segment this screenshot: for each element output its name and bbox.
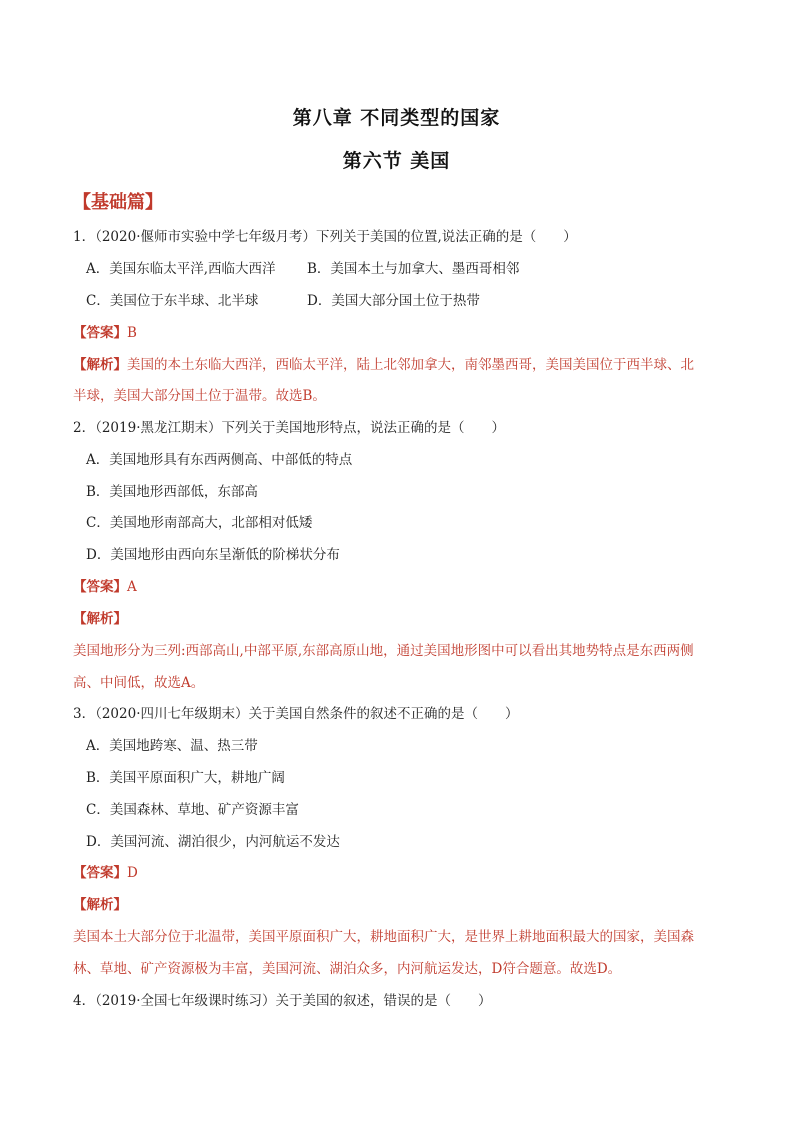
question-2-analysis-label [73,610,127,628]
answer-label: 【答案】 [73,325,127,341]
question-2-option-c: C．美国地形南部高大，北部相对低矮 [86,515,313,531]
answer-label: 【答案】 [73,579,127,595]
analysis-label: 【解析】 [73,897,127,913]
question-3-option-d: D．美国河流、湖泊很少，内河航运不发达 [86,834,340,850]
question-2-stem: 2．（2019·黑龙江期末）下列关于美国地形特点，说法正确的是（ ） [73,420,505,436]
question-1-option-b: B．美国本土与加拿大、墨西哥相邻 [307,261,520,277]
question-2-option-b: B．美国地形西部低，东部高 [86,484,258,500]
question-3-stem: 3．（2020·四川七年级期末）关于美国自然条件的叙述不正确的是（ ） [73,706,519,722]
chapter-title: 第八章 不同类型的国家 [292,107,501,129]
question-1-analysis [73,356,694,374]
question-2-option-a: A．美国地形具有东西两侧高、中部低的特点 [86,452,353,468]
answer-value: D [127,865,138,881]
question-1-analysis-line-2: 半球，美国大部分国土位于温带。故选B。 [73,388,326,404]
answer-label: 【答案】 [73,865,127,881]
question-3-option-c: C．美国森林、草地、矿产资源丰富 [86,802,299,818]
question-3-option-a: A．美国地跨寒、温、热三带 [86,738,258,754]
question-1-answer [73,324,137,342]
question-3-option-b: B．美国平原面积广大，耕地广阔 [86,770,285,786]
question-2-answer [73,578,137,596]
category-heading: 【基础篇】 [73,192,163,213]
question-1-option-c: C．美国位于东半球、北半球 [86,293,259,309]
question-2-analysis-line-2: 高、中间低，故选A。 [73,675,205,691]
answer-value: B [127,325,137,341]
analysis-label: 【解析】 [73,611,127,627]
question-1-stem: 1．（2020·偃师市实验中学七年级月考）下列关于美国的位置,说法正确的是（ ） [73,229,577,245]
answer-value: A [127,579,137,595]
question-3-analysis-line-2: 林、草地、矿产资源极为丰富，美国河流、湖泊众多，内河航运发达，D符合题意。故选D。 [73,961,622,977]
question-1-option-d: D．美国大部分国土位于热带 [307,293,480,309]
question-3-answer [73,864,138,882]
question-1-option-a: A．美国东临太平洋,西临大西洋 [86,261,276,277]
question-3-analysis-line-1: 美国本土大部分位于北温带，美国平原面积广大，耕地面积广大，是世界上耕地面积最大的国家，美国森 [73,929,694,945]
question-3-analysis-label [73,896,127,914]
analysis-text: 美国的本土东临大西洋，西临太平洋，陆上北邻加拿大，南邻墨西哥，美国美国位于西半球、北 [127,357,694,373]
analysis-label: 【解析】 [73,357,127,373]
question-4-stem: 4．（2019·全国七年级课时练习）关于美国的叙述，错误的是（ ） [73,993,492,1009]
question-2-option-d: D．美国地形由西向东呈渐低的阶梯状分布 [86,547,340,563]
question-2-analysis-line-1: 美国地形分为三列:西部高山,中部平原,东部高原山地，通过美国地形图中可以看出其地势特点是东西两侧 [73,643,694,659]
section-title: 第六节 美国 [342,150,451,172]
